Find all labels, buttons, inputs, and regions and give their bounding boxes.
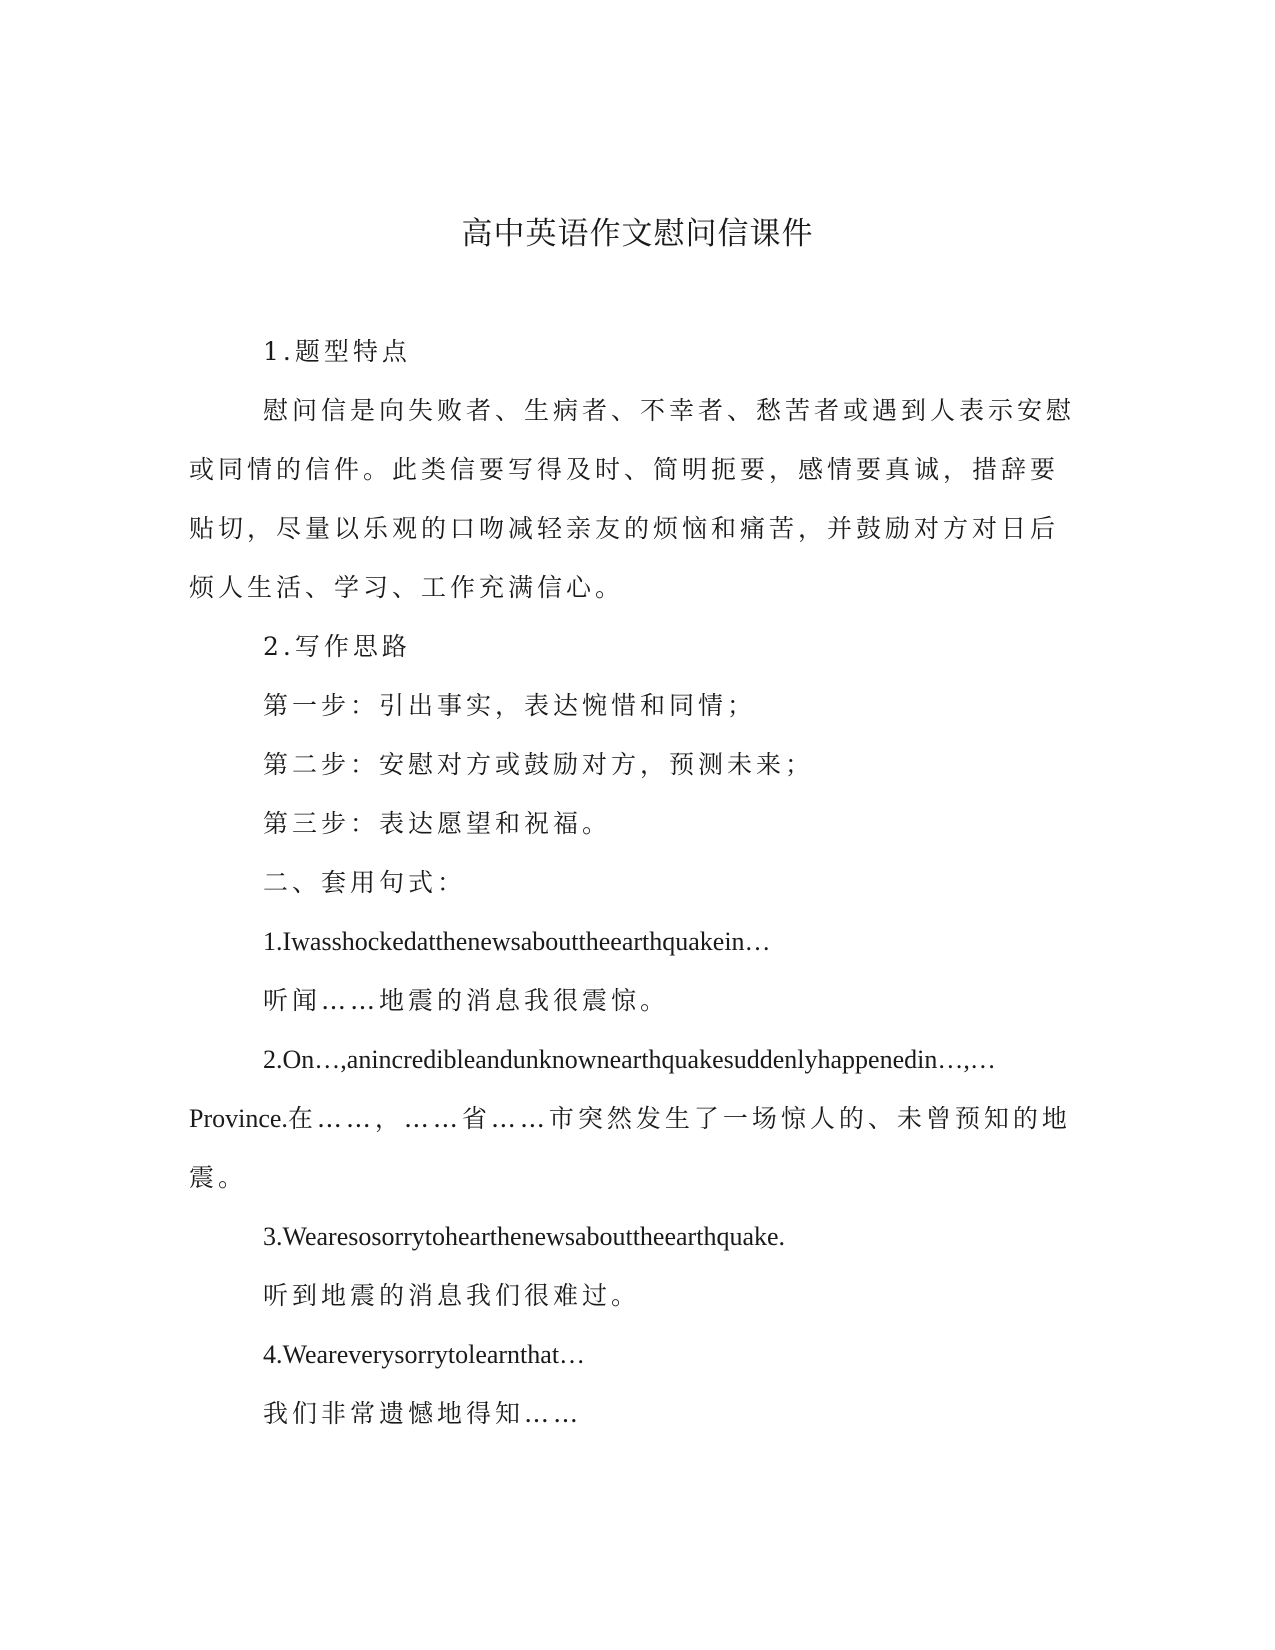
section-heading-two: 二、套用句式： — [263, 868, 467, 897]
section-heading-1: 1.题型特点 — [263, 337, 411, 366]
step-3: 第三步：表达愿望和祝福。 — [263, 809, 612, 838]
sentence-2-chinese: 在……，……省……市突然发生了一场惊人的、未曾预知的地 — [287, 1104, 1071, 1133]
sentence-1-english: 1.Iwasshockedatthenewsabouttheearthquakein… — [263, 927, 771, 956]
sentence-4-chinese: 我们非常遗憾地得知…… — [263, 1399, 583, 1428]
sentence-1-chinese: 听闻……地震的消息我很震惊。 — [263, 986, 670, 1015]
step-2: 第二步：安慰对方或鼓励对方，预测未来； — [263, 750, 815, 779]
step-1: 第一步：引出事实，表达惋惜和同情； — [263, 691, 757, 720]
sentence-2-line-2 — [189, 1103, 1071, 1135]
paragraph-line-3: 贴切，尽量以乐观的口吻减轻亲友的烦恼和痛苦，并鼓励对方对日后 — [189, 514, 1060, 543]
sentence-3-chinese: 听到地震的消息我们很难过。 — [263, 1281, 641, 1310]
sentence-4-english: 4.Weareverysorrytolearnthat… — [263, 1340, 586, 1369]
sentence-2-english: 2.On…,anincredibleandunknownearthquakesuddenlyhappenedin…,… — [263, 1045, 996, 1074]
sentence-2-english-suffix: Province. — [189, 1104, 288, 1133]
paragraph-line-2: 或同情的信件。此类信要写得及时、简明扼要，感情要真诚，措辞要 — [189, 455, 1060, 484]
section-heading-2: 2.写作思路 — [263, 632, 411, 661]
paragraph-line-4: 烦人生活、学习、工作充满信心。 — [189, 573, 625, 602]
sentence-3-english: 3.Wearesosorrytohearthenewsabouttheearthquake. — [263, 1222, 786, 1251]
paragraph-line-1: 慰问信是向失败者、生病者、不幸者、愁苦者或遇到人表示安慰 — [263, 396, 1076, 425]
sentence-2-chinese-end: 震。 — [189, 1163, 248, 1192]
page-title: 高中英语作文慰问信课件 — [461, 216, 814, 252]
